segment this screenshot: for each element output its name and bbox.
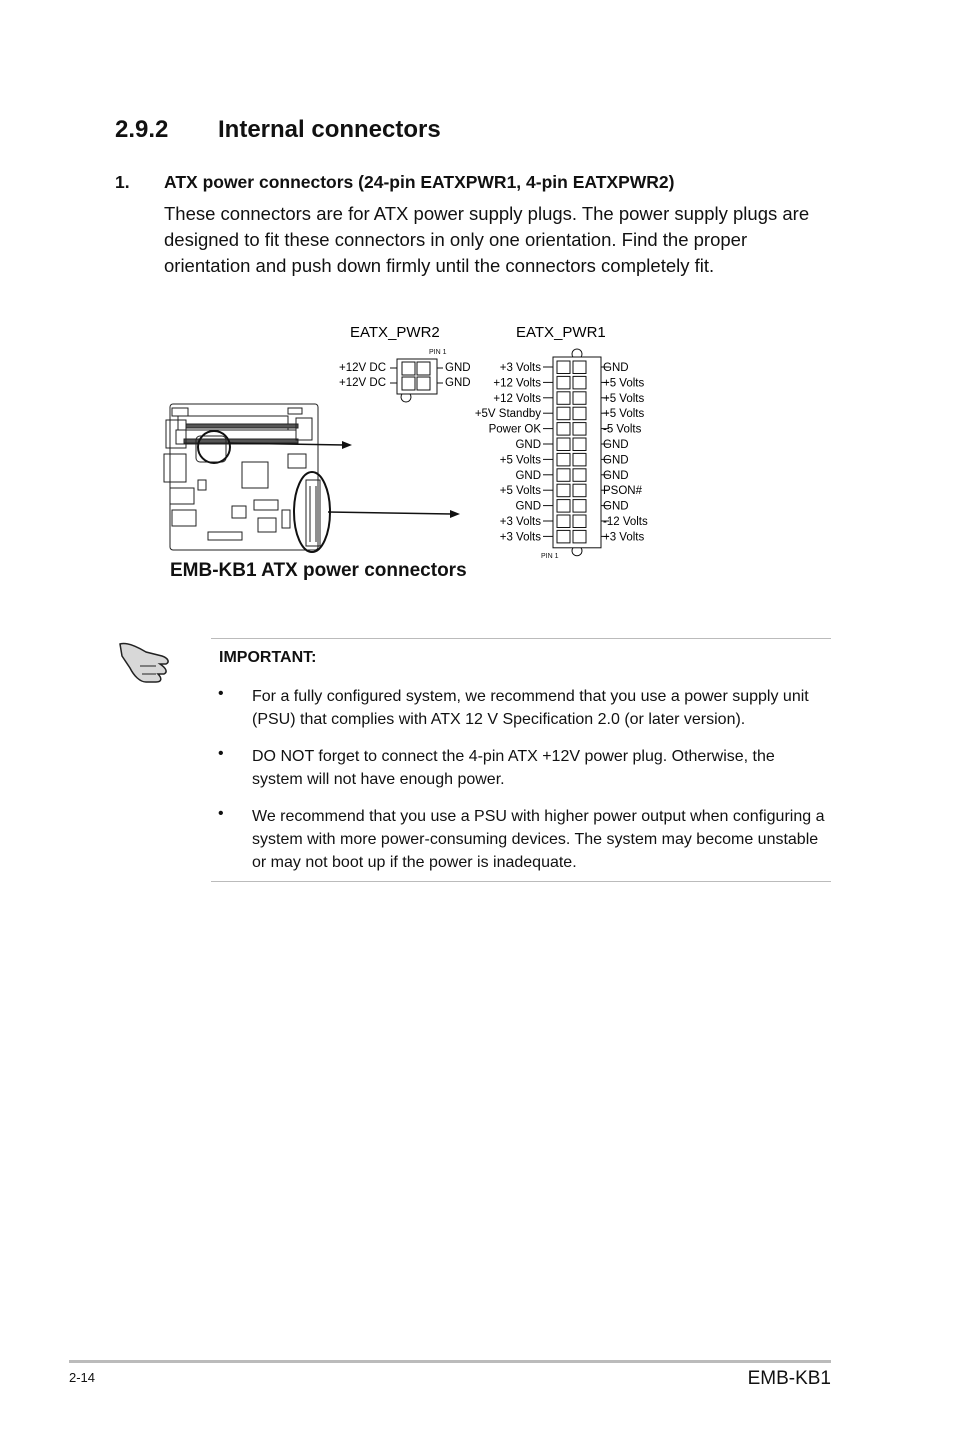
pwr2-right-labels [445,362,471,389]
pwr1-pin-right [573,376,586,389]
bullet-dot: • [218,805,224,822]
pwr1-pin-left [557,469,570,482]
pwr1-bottom-latch [572,548,582,556]
pwr1-pin-left [557,361,570,374]
pwr1-pin-right [573,484,586,497]
pwr1-right-pin: GND [603,454,629,467]
pwr1-pin-right [573,438,586,451]
pwr1-pin-left [557,453,570,466]
important-bullet-text: For a fully configured system, we recommend that you use a power supply unit (PSU) that complies with ATX 12 V Specification 2.0 (or later version). [252,688,809,728]
footer-rule [69,1360,831,1363]
pwr1-pin-left [557,515,570,528]
pwr1-pin-right [573,500,586,512]
pwr1-left-pin: GND [515,439,541,451]
pwr1-left-pin: +5 Volts [499,454,541,467]
pwr1-top-latch [572,349,582,357]
pwr1-pin1-label: PIN 1 [541,553,559,560]
intro-paragraph: These connectors are for ATX power supply plugs. The power supply plugs are designed to fit these connectors in only one orientation. Find the proper orientation and push down firmly until the connectors completely fit. [164,203,810,276]
pwr1-left-pin: +5 Volts [499,485,541,498]
pwr1-connector [543,349,609,556]
pwr1-pin-left [557,423,570,436]
pwr2-left-pin: +12V DC [339,377,386,389]
pwr1-pin-left [557,484,570,497]
pwr1-right-pin: +5 Volts [603,377,645,390]
pwr2-pin1-label: PIN 1 [429,349,447,356]
pwr2-right-pin: GND [445,362,471,374]
section-heading [115,116,441,144]
important-bullet-text: We recommend that you use a PSU with higher power output when configuring a system with more power-consuming devices. The system may become unstable or may not boot up if the power is inadequate. [252,808,825,871]
important-title: IMPORTANT: [219,649,317,666]
pwr1-right-pin: +5 Volts [603,392,645,405]
pwr1-pin-right [573,392,586,405]
pwr1-right-pin: GND [603,500,629,513]
pwr1-right-pin: +5 Volts [603,408,645,421]
pwr2-left-labels [339,362,386,389]
pwr1-left-pin: +3 Volts [499,531,541,544]
pwr1-left-pin: +12 Volts [493,392,541,405]
pwr1-pin-right [573,453,586,466]
bullet-dot: • [218,745,224,762]
pwr1-right-pin: PSON# [603,485,642,498]
important-bullet-text: DO NOT forget to connect the 4-pin ATX +12V power plug. Otherwise, the system will not have enough power. [252,748,775,788]
bullet-dot: • [218,685,224,702]
connector-diagram [0,300,954,620]
pwr1-pin-left [557,392,570,405]
hand-pointing-icon [116,632,182,688]
pwr2-connector [390,349,447,402]
motherboard-illustration [164,404,320,550]
pwr1-pin-right [573,361,586,374]
pwr2-right-pin: GND [445,377,471,389]
pwr1-pin-right [573,515,586,528]
section-number: 2.9.2 [115,116,169,143]
pwr1-pin-left [557,376,570,389]
item-heading [115,172,674,193]
pwr1-pin-left [557,407,570,420]
pwr1-pin-left [557,438,570,451]
pwr1-pin-right [573,530,586,543]
pwr1-title: EATX_PWR1 [516,324,606,341]
pwr1-right-pin: GND [603,362,629,374]
pwr1-right-pin: GND [603,439,629,451]
pwr1-pin-right [573,423,586,436]
pwr1-left-pin: +3 Volts [499,516,541,528]
pwr1-housing [553,357,601,548]
pwr1-right-pin: +3 Volts [603,531,645,544]
pwr1-right-pin: GND [603,469,629,482]
section-title: Internal connectors [218,116,441,143]
pwr2-title: EATX_PWR2 [350,324,440,341]
page-number: 2-14 [69,1370,96,1385]
pwr1-left-pin: Power OK [488,423,541,436]
pwr1-pin-left [557,500,570,512]
item-title: ATX power connectors (24-pin EATXPWR1, 4-pin EATXPWR2) [164,172,675,192]
pwr1-pin-right [573,407,586,420]
pwr1-left-labels [475,362,542,543]
pwr1-right-pin: -12 Volts [603,516,648,528]
pwr2-left-pin: +12V DC [339,362,386,374]
pwr1-right-pin: -5 Volts [603,423,642,436]
item-number: 1. [115,172,130,192]
pwr1-left-pin: GND [515,500,541,513]
pwr1-left-pin: +12 Volts [493,377,541,390]
pwr1-pin-left [557,530,570,543]
product-name: EMB-KB1 [747,1368,831,1389]
pwr1-right-labels [603,362,648,543]
pwr1-left-pin: +5V Standby [474,408,541,421]
figure-caption: EMB-KB1 ATX power connectors [170,560,467,581]
pwr1-left-pin: GND [515,469,541,482]
pwr1-left-pin: +3 Volts [499,362,541,374]
pwr1-pin-right [573,469,586,482]
